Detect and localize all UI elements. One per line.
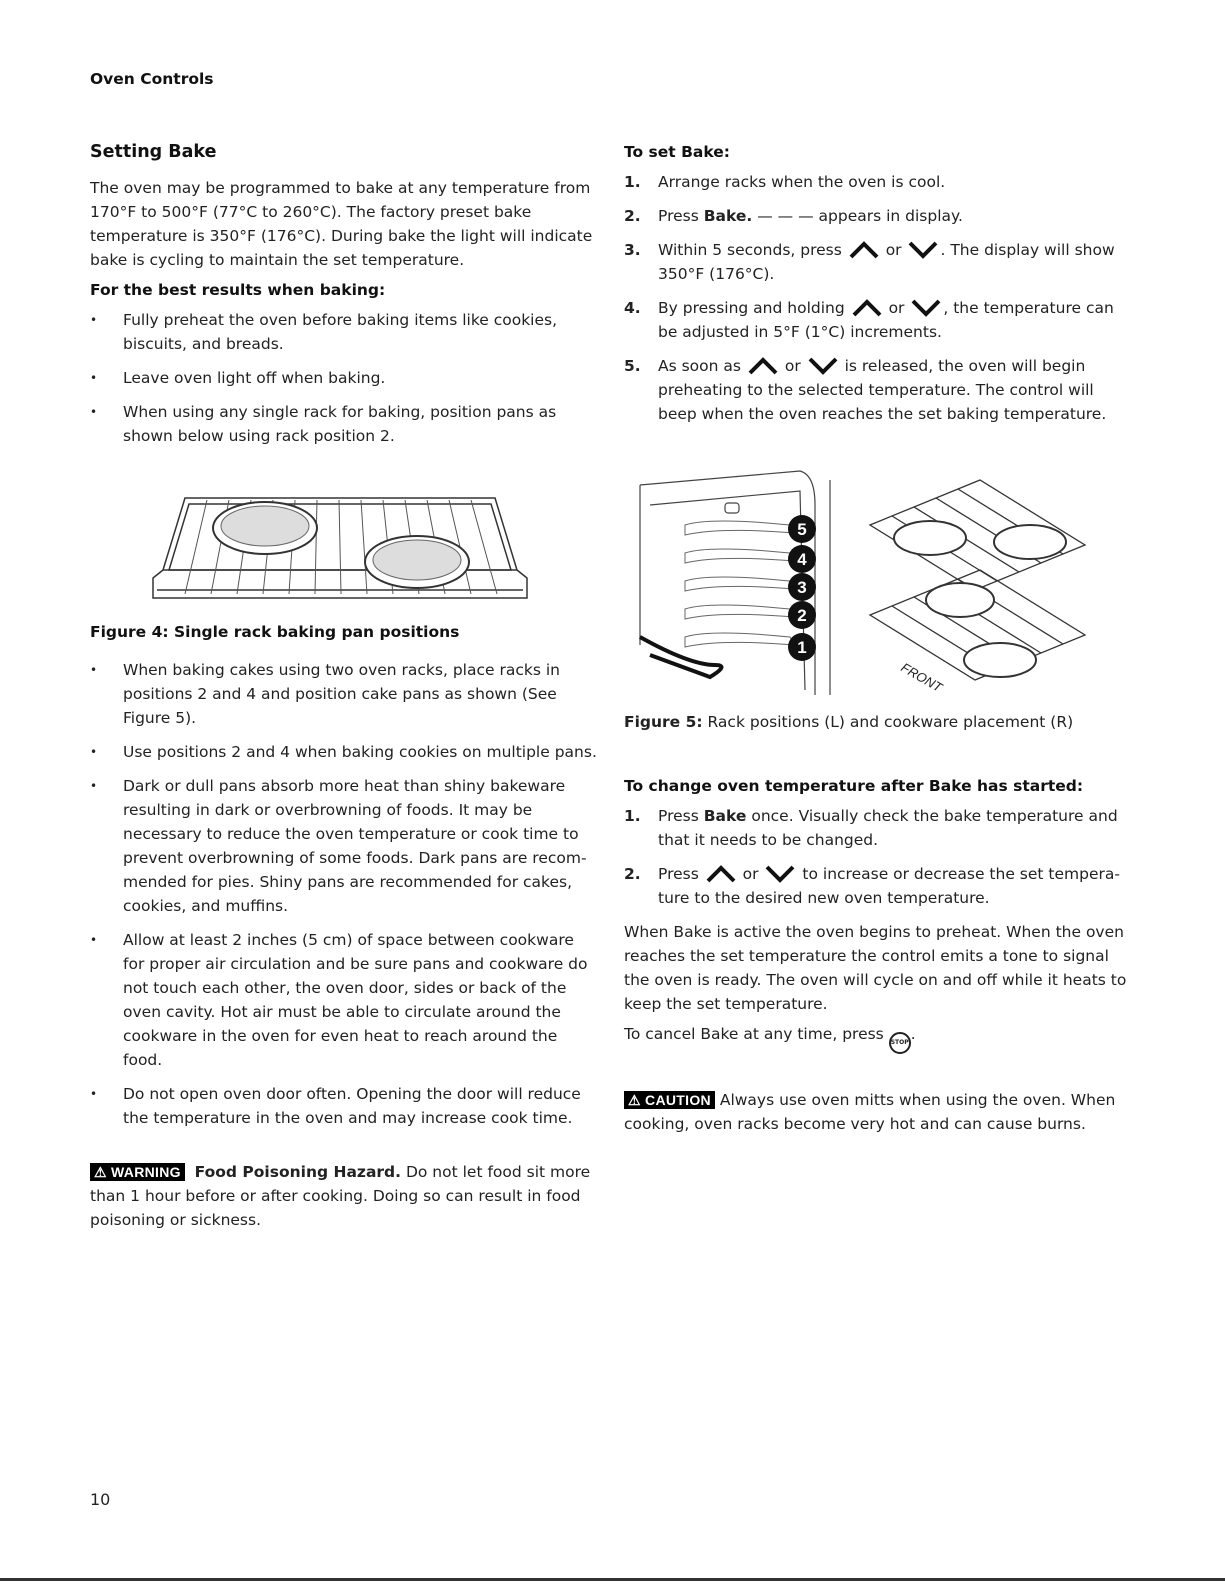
step-item: 3. Within 5 seconds, press or . The display will show 350°F (176°C). — [624, 241, 1115, 283]
front-label: FRONT — [898, 659, 945, 695]
down-arrow-icon — [808, 357, 838, 375]
rack-number-markers — [788, 515, 816, 661]
step-item: 2. Press or to increase or decrease the set tempera- ture to the desired new oven temperature. — [624, 865, 1120, 907]
up-arrow-icon — [849, 241, 879, 259]
setting-bake-title: Setting Bake — [90, 142, 217, 162]
list-item: • Fully preheat the oven before baking items like cookies, biscuits, and breads. — [90, 308, 600, 356]
caution-notice: ⚠ CAUTION Always use oven mitts when using the oven. When cooking, oven racks become very hot and can cause burns. — [624, 1091, 1116, 1133]
change-temp-heading: To change oven temperature after Bake has started: — [624, 777, 1084, 795]
right-column — [624, 140, 1134, 436]
down-arrow-icon — [908, 241, 938, 259]
step-item: 1. Press Bake once. Visually check the bake temperature and that it needs to be changed. — [624, 807, 1118, 849]
list-item: • When baking cakes using two oven racks, place racks in positions 2 and 4 and position cake pans as shown (See Figure 5). — [90, 658, 600, 730]
section-header: Oven Controls — [90, 70, 214, 88]
up-arrow-icon — [706, 865, 736, 883]
intro-paragraph: The oven may be programmed to bake at any temperature from 170°F to 500°F (77°C to 260°C). The factory preset bake temperature is 350°F (176°C). During bake the light will indicate bake is cycling to maintain the set temperature. — [90, 179, 593, 269]
list-item: • Do not open oven door often. Opening the door will reduce the temperature in the oven and may increase cook time. — [90, 1082, 600, 1130]
caution-badge: ⚠ CAUTION — [624, 1091, 715, 1109]
down-arrow-icon — [765, 865, 795, 883]
set-bake-steps — [624, 170, 1134, 426]
step-item: 2. Press Bake. — — — appears in display. — [624, 207, 963, 225]
right-column-lower — [624, 710, 1134, 1142]
left-column — [90, 140, 600, 458]
figure-5-caption: Figure 5: Rack positions (L) and cookware placement (R) — [624, 713, 1074, 731]
page-bottom-rule — [0, 1578, 1225, 1581]
best-results-heading: For the best results when baking: — [90, 281, 386, 299]
cancel-bake-text: To cancel Bake at any time, press STOP . — [624, 1022, 1134, 1054]
rack-number: 5 — [797, 520, 807, 539]
page-number: 10 — [90, 1490, 111, 1509]
step-item: 1. Arrange racks when the oven is cool. — [624, 173, 946, 191]
stop-button-icon: STOP — [889, 1032, 911, 1054]
single-rack-illustration — [145, 490, 535, 610]
cake-pan-right — [365, 536, 469, 588]
rack-number: 2 — [797, 606, 807, 625]
rack-number: 4 — [797, 550, 807, 569]
rack-number: 3 — [797, 578, 807, 597]
left-column-lower — [90, 620, 600, 1238]
baking-tips-list — [90, 658, 600, 1130]
rack-number: 1 — [797, 638, 807, 657]
cake-pan-left — [213, 502, 317, 554]
up-arrow-icon — [852, 299, 882, 317]
figure-4-caption: Figure 4: Single rack baking pan positions — [90, 623, 460, 641]
up-arrow-icon — [748, 357, 778, 375]
change-temp-steps — [624, 804, 1134, 910]
list-item: • Allow at least 2 inches (5 cm) of space between cookware for proper air circulation and be sure pans and cookware do not touch each other, the oven door, sides or back of the oven cavity. Hot air must be able to circulate around the cookware in the oven for even heat to reach around the food. — [90, 928, 600, 1072]
bake-active-paragraph: When Bake is active the oven begins to preheat. When the oven reaches the set temperature the control emits a tone to signal the oven is ready. The oven will cycle on and off while it heats to keep the set temperature. — [624, 923, 1127, 1013]
down-arrow-icon — [911, 299, 941, 317]
step-item: 4. By pressing and holding or , the temperature can be adjusted in 5°F (1°C) increments. — [624, 299, 1114, 341]
warning-notice: ⚠ WARNING Food Poisoning Hazard. Do not let food sit more than 1 hour before or after cooking. Doing so can result in food poisoning or sickness. — [90, 1163, 591, 1229]
list-item: • When using any single rack for baking, position pans as shown below using rack position 2. — [90, 400, 600, 448]
rack-positions-illustration — [630, 465, 1090, 700]
best-results-list — [90, 308, 600, 448]
set-bake-heading: To set Bake: — [624, 143, 730, 161]
step-item: 5. As soon as or is released, the oven will begin preheating to the selected temperature. The control will beep when the oven reaches the set baking temperature. — [624, 357, 1107, 423]
list-item: • Use positions 2 and 4 when baking cookies on multiple pans. — [90, 740, 600, 764]
list-item: • Dark or dull pans absorb more heat than shiny bakeware resulting in dark or overbrowning of foods. It may be necessary to reduce the oven temperature or cook time to prevent overbrowning of some foods. Dark pans are recom- mended for pies. Shiny pans are recommended for cakes, cookies, and muffins. — [90, 774, 600, 918]
list-item: • Leave oven light off when baking. — [90, 366, 600, 390]
warning-badge: ⚠ WARNING — [90, 1163, 185, 1181]
